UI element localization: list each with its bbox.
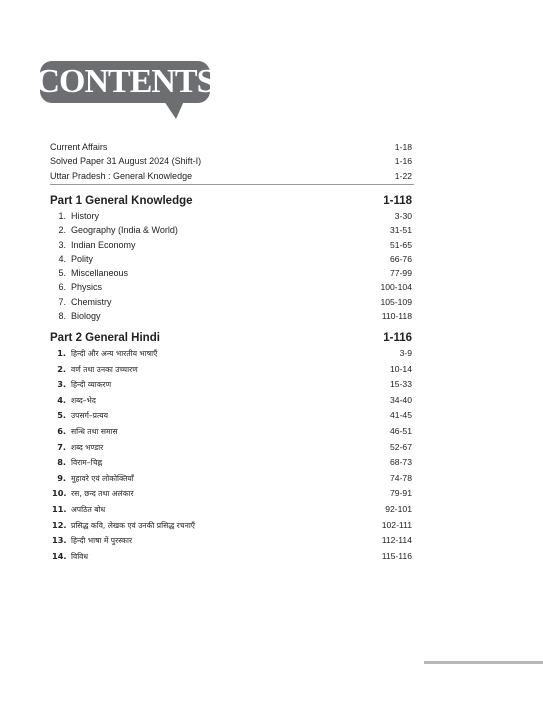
item-pages: 66-76 xyxy=(390,253,412,264)
item-pages: 3-30 xyxy=(394,211,412,221)
item-label: विराम–चिह्न xyxy=(71,458,103,468)
item-label: Biology xyxy=(71,311,101,322)
list-item[interactable] xyxy=(50,252,412,266)
item-label: History xyxy=(71,211,100,221)
item-label: Indian Economy xyxy=(71,239,136,250)
item-label: प्रसिद्ध कवि, लेखक एवं उनकी प्रसिद्ध रचनाएँ xyxy=(71,520,195,530)
item-pages: 68-73 xyxy=(390,457,412,468)
list-item[interactable] xyxy=(50,502,412,518)
part1-pages: 1-118 xyxy=(383,195,412,207)
top-items xyxy=(50,140,412,183)
item-label: हिन्दी भाषा में पुरस्कार xyxy=(71,536,133,546)
list-item[interactable] xyxy=(50,408,412,424)
item-pages: 102-111 xyxy=(381,519,412,530)
list-item[interactable] xyxy=(50,471,412,487)
list-item[interactable] xyxy=(50,455,412,471)
list-item[interactable] xyxy=(50,223,412,237)
list-item[interactable] xyxy=(50,440,412,456)
banner-tail-right xyxy=(176,101,184,119)
item-number: 14. xyxy=(52,550,67,561)
item-number: 4. xyxy=(58,253,66,264)
item-number: 7. xyxy=(57,441,66,452)
item-label: हिन्दी और अन्य भारतीय भाषाएँ xyxy=(71,349,158,358)
list-item[interactable] xyxy=(50,362,412,378)
item-pages: 79-91 xyxy=(390,488,412,499)
item-number: 7. xyxy=(58,296,66,307)
item-label: विविध xyxy=(71,551,89,561)
item-number: 6. xyxy=(57,425,66,436)
item-pages: 15-33 xyxy=(390,379,412,390)
part1-title: Part 1 General Knowledge xyxy=(50,195,193,207)
item-label: अपठित बोध xyxy=(71,504,106,514)
item-label: उपसर्ग–प्रत्यय xyxy=(71,411,109,421)
list-item[interactable] xyxy=(50,209,412,223)
toc-entry-label: Current Affairs xyxy=(50,142,108,152)
item-pages: 3-9 xyxy=(399,348,412,358)
list-item[interactable] xyxy=(50,393,412,409)
item-pages: 74-78 xyxy=(390,472,412,483)
toc-entry-current-affairs[interactable] xyxy=(50,140,412,154)
item-pages: 34-40 xyxy=(390,394,412,405)
item-number: 8. xyxy=(57,457,66,468)
item-label: Miscellaneous xyxy=(71,268,129,279)
toc-entry-label: Solved Paper 31 August 2024 (Shift-I) xyxy=(50,156,202,167)
item-pages: 105-109 xyxy=(380,296,412,307)
list-item[interactable] xyxy=(50,486,412,502)
divider xyxy=(50,184,414,185)
item-number: 1. xyxy=(58,211,66,221)
item-pages: 52-67 xyxy=(390,441,412,452)
item-label: Polity xyxy=(71,253,94,264)
item-label: शब्द भण्डार xyxy=(71,442,104,452)
list-item[interactable] xyxy=(50,518,412,534)
item-number: 1. xyxy=(57,348,66,358)
item-pages: 51-65 xyxy=(390,239,412,250)
item-pages: 77-99 xyxy=(390,268,412,279)
item-label: Physics xyxy=(71,282,103,293)
item-number: 5. xyxy=(57,410,66,421)
part2-heading[interactable] xyxy=(50,330,412,346)
contents-title: CONTENTS xyxy=(35,63,215,100)
footer-bar xyxy=(424,661,543,664)
part1-section xyxy=(50,193,412,323)
item-number: 2. xyxy=(57,363,66,374)
item-number: 3. xyxy=(57,379,66,390)
part2-title: Part 2 General Hindi xyxy=(50,332,160,344)
list-item[interactable] xyxy=(50,295,412,309)
item-pages: 92-101 xyxy=(385,503,412,514)
item-pages: 41-45 xyxy=(390,410,412,421)
item-label: मुहावरे एवं लोकोक्तियाँ xyxy=(71,473,134,483)
toc-entry-pages: 1-22 xyxy=(394,170,412,181)
list-item[interactable] xyxy=(50,549,412,565)
item-number: 11. xyxy=(52,503,67,514)
list-item[interactable] xyxy=(50,346,412,362)
item-label: हिन्दी व्याकरण xyxy=(71,380,112,390)
banner-tail xyxy=(164,101,176,119)
item-number: 5. xyxy=(58,268,66,279)
item-pages: 31-51 xyxy=(390,225,412,236)
list-item[interactable] xyxy=(50,309,412,323)
item-label: Geography (India & World) xyxy=(71,225,178,236)
item-label: रस, छन्द तथा अलंकार xyxy=(71,489,134,499)
toc-entry-pages: 1-16 xyxy=(394,156,412,167)
part1-heading[interactable] xyxy=(50,193,412,209)
item-pages: 46-51 xyxy=(390,425,412,436)
item-pages: 10-14 xyxy=(390,363,412,374)
list-item[interactable] xyxy=(50,377,412,393)
toc-entry-up-gk[interactable] xyxy=(50,169,412,183)
toc-entry-label: Uttar Pradesh : General Knowledge xyxy=(50,170,193,181)
part2-pages: 1-116 xyxy=(383,332,412,344)
toc-entry-solved-paper[interactable] xyxy=(50,154,412,168)
item-number: 2. xyxy=(58,225,66,236)
item-label: Chemistry xyxy=(71,296,112,307)
item-pages: 100-104 xyxy=(380,282,412,293)
item-label: वर्ण तथा उनका उच्चारण xyxy=(71,364,138,374)
item-number: 9. xyxy=(57,472,66,483)
list-item[interactable] xyxy=(50,238,412,252)
list-item[interactable] xyxy=(50,280,412,294)
item-number: 8. xyxy=(58,311,66,322)
item-number: 3. xyxy=(58,239,66,250)
list-item[interactable] xyxy=(50,266,412,280)
list-item[interactable] xyxy=(50,424,412,440)
item-number: 4. xyxy=(57,394,66,405)
item-pages: 110-118 xyxy=(381,311,412,322)
item-number: 10. xyxy=(52,488,67,499)
item-label: शब्द–भेद xyxy=(71,395,96,405)
toc-entry-pages: 1-18 xyxy=(394,142,412,152)
list-item[interactable] xyxy=(50,533,412,549)
item-pages: 112-114 xyxy=(381,535,412,546)
item-number: 6. xyxy=(58,282,66,293)
item-label: सन्धि तथा समास xyxy=(71,426,118,436)
part2-section xyxy=(50,330,412,564)
item-number: 13. xyxy=(52,535,67,546)
item-number: 12. xyxy=(52,519,67,530)
item-pages: 115-116 xyxy=(381,550,412,561)
